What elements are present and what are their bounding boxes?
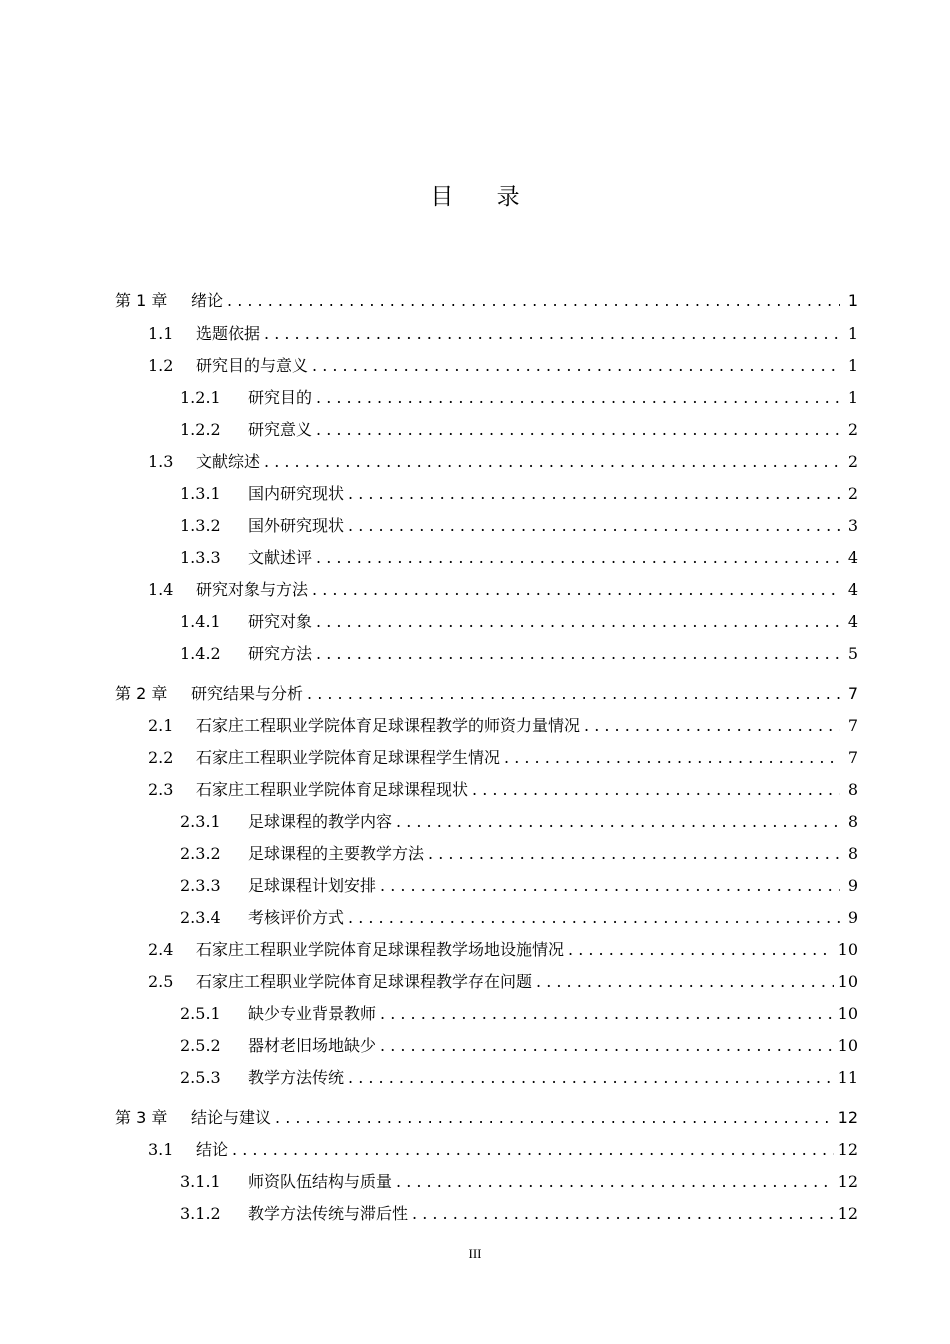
dot-leader [232,1138,834,1162]
toc-entry-page: 8 [847,812,858,831]
toc-entry-page: 5 [847,644,858,663]
toc-entry-2-3[interactable] [148,778,858,802]
toc-entry-2-3-4[interactable] [180,906,858,930]
dot-leader [307,682,840,706]
toc-entry-1-2-2[interactable] [180,418,858,442]
toc-entry-label: 结论 [196,1140,229,1159]
toc-entry-3-1-1[interactable] [180,1170,858,1194]
toc-entry-label: 选题依据 [196,324,261,343]
toc-entry-2-1[interactable] [148,714,858,738]
toc-entry-number: 2.1 [148,716,174,735]
toc-entry-page: 8 [847,844,858,863]
toc-entry-label: 结论与建议 [191,1108,272,1127]
toc-entry-number: 2.3.4 [180,908,221,927]
toc-entry-2-2[interactable] [148,746,858,770]
toc-entry-label: 研究意义 [248,420,313,439]
toc-entry-2-4[interactable] [148,938,858,962]
dot-leader [380,874,840,898]
toc-entry-page: 2 [847,452,858,471]
toc-entry-page: 12 [837,1108,858,1127]
toc-entry-label: 石家庄工程职业学院体育足球课程教学的师资力量情况 [196,716,581,735]
toc-entry-3-1-2[interactable] [180,1202,858,1226]
toc-entry-page: 12 [837,1140,858,1159]
dot-leader [412,1202,834,1226]
toc-entry-1-3-1[interactable] [180,482,858,506]
dot-leader [316,418,840,442]
toc-entry-label: 器材老旧场地缺少 [248,1036,377,1055]
toc-entry-number: 1.1 [148,324,174,343]
toc-entry-1-2[interactable] [148,354,858,378]
toc-entry-1-2-1[interactable] [180,386,858,410]
toc-entry-page: 1 [847,388,858,407]
toc-entry-number: 2.3.2 [180,844,221,863]
toc-entry-number: 1.3.3 [180,548,221,567]
title-char-2: 录 [496,184,520,210]
toc-entry-1-1[interactable] [148,322,858,346]
toc-entry-label: 石家庄工程职业学院体育足球课程教学场地设施情况 [196,940,565,959]
toc-entry-page: 2 [847,420,858,439]
dot-leader [472,778,840,802]
toc-entry-page: 9 [847,876,858,895]
toc-entry-label: 研究目的与意义 [196,356,309,375]
toc-entry-number: 1.2 [148,356,174,375]
toc-entry-number: 2.5.2 [180,1036,221,1055]
toc-entry-label: 绪论 [191,291,224,310]
toc-entry-1-3[interactable] [148,450,858,474]
toc-entry-2-3-2[interactable] [180,842,858,866]
dot-leader [348,482,840,506]
dot-leader [275,1106,834,1130]
toc-entry-2-3-3[interactable] [180,874,858,898]
toc-entry-number: 2.5.3 [180,1068,221,1087]
toc-entry-label: 教学方法传统与滞后性 [248,1204,409,1223]
toc-entry-page: 4 [847,580,858,599]
toc-entry-2-5-3[interactable] [180,1066,858,1090]
toc-entry-page: 10 [837,1004,858,1023]
toc-entry-label: 研究方法 [248,644,313,663]
toc-entry-page: 1 [847,324,858,343]
dot-leader [396,1170,834,1194]
toc-entry-number: 1.4 [148,580,174,599]
toc-entry-ch3[interactable] [115,1106,858,1130]
toc-entry-ch2[interactable] [115,682,858,706]
dot-leader [428,842,840,866]
dot-leader [584,714,840,738]
dot-leader [312,578,840,602]
dot-leader [264,322,840,346]
toc-entry-2-5[interactable] [148,970,858,994]
dot-leader [380,1002,834,1026]
dot-leader [348,514,840,538]
toc-entry-label: 师资队伍结构与质量 [248,1172,393,1191]
toc-entry-number: 1.4.2 [180,644,221,663]
toc-entry-label: 石家庄工程职业学院体育足球课程学生情况 [196,748,501,767]
toc-entry-number: 1.2.1 [180,388,221,407]
toc-entry-number: 2.3.1 [180,812,221,831]
toc-entry-page: 1 [847,356,858,375]
toc-entry-page: 9 [847,908,858,927]
toc-entry-label: 足球课程计划安排 [248,876,377,895]
toc-entry-label: 国内研究现状 [248,484,345,503]
toc-entry-label: 研究对象 [248,612,313,631]
dot-leader [348,1066,834,1090]
toc-entry-page: 7 [847,748,858,767]
toc-entry-1-4[interactable] [148,578,858,602]
toc-entry-number: 1.3.2 [180,516,221,535]
toc-entry-page: 8 [847,780,858,799]
toc-entry-page: 7 [847,684,858,703]
toc-entry-number: 1.2.2 [180,420,221,439]
page-title [0,178,950,211]
toc-entry-label: 考核评价方式 [248,908,345,927]
toc-entry-label: 教学方法传统 [248,1068,345,1087]
toc-entry-label: 研究目的 [248,388,313,407]
toc-entry-label: 石家庄工程职业学院体育足球课程现状 [196,780,469,799]
dot-leader [316,386,840,410]
toc-entry-3-1[interactable] [148,1138,858,1162]
toc-entry-1-4-2[interactable] [180,642,858,666]
page-number-footer: III [468,1246,482,1261]
toc-entry-number: 第 2 章 [115,684,168,703]
toc-entry-number: 1.3.1 [180,484,221,503]
toc-entry-page: 2 [847,484,858,503]
dot-leader [568,938,834,962]
toc-entry-page: 3 [847,516,858,535]
toc-entry-number: 2.5 [148,972,174,991]
dot-leader [227,289,840,313]
toc-entry-label: 足球课程的教学内容 [248,812,393,831]
toc-entry-page: 4 [847,548,858,567]
toc-entry-page: 10 [837,1036,858,1055]
toc-entry-1-3-2[interactable] [180,514,858,538]
toc-entry-2-5-2[interactable] [180,1034,858,1058]
toc-entry-number: 3.1 [148,1140,174,1159]
toc-entry-ch1[interactable] [115,289,858,313]
dot-leader [380,1034,834,1058]
dot-leader [316,642,840,666]
toc-entry-number: 第 1 章 [115,291,168,310]
toc-entry-2-5-1[interactable] [180,1002,858,1026]
dot-leader [536,970,834,994]
toc-entry-1-4-1[interactable] [180,610,858,634]
toc-entry-number: 2.2 [148,748,174,767]
toc-entry-number: 1.4.1 [180,612,221,631]
toc-entry-page: 10 [837,940,858,959]
toc-entry-page: 12 [837,1172,858,1191]
toc-entry-page: 12 [837,1204,858,1223]
toc-entry-label: 文献综述 [196,452,261,471]
toc-entry-number: 1.3 [148,452,174,471]
toc-entry-label: 研究对象与方法 [196,580,309,599]
toc-entry-page: 11 [837,1068,858,1087]
toc-entry-label: 足球课程的主要教学方法 [248,844,425,863]
toc-entry-number: 2.3 [148,780,174,799]
toc-entry-number: 2.5.1 [180,1004,221,1023]
dot-leader [264,450,840,474]
toc-entry-2-3-1[interactable] [180,810,858,834]
dot-leader [396,810,840,834]
dot-leader [312,354,840,378]
toc-entry-number: 3.1.1 [180,1172,221,1191]
dot-leader [316,610,840,634]
toc-entry-1-3-3[interactable] [180,546,858,570]
dot-leader [348,906,840,930]
toc-entry-number: 2.4 [148,940,174,959]
title-char-1: 目 [430,184,454,210]
dot-leader [504,746,840,770]
toc-entry-page: 4 [847,612,858,631]
dot-leader [316,546,840,570]
toc-entry-label: 国外研究现状 [248,516,345,535]
toc-entry-page: 10 [837,972,858,991]
toc-entry-label: 文献述评 [248,548,313,567]
toc-entry-label: 研究结果与分析 [191,684,304,703]
toc-entry-number: 3.1.2 [180,1204,221,1223]
toc-entry-label: 缺少专业背景教师 [248,1004,377,1023]
toc-entry-page: 1 [847,291,858,310]
toc-entry-number: 2.3.3 [180,876,221,895]
toc-entry-label: 石家庄工程职业学院体育足球课程教学存在问题 [196,972,533,991]
toc-entry-number: 第 3 章 [115,1108,168,1127]
toc-entry-page: 7 [847,716,858,735]
